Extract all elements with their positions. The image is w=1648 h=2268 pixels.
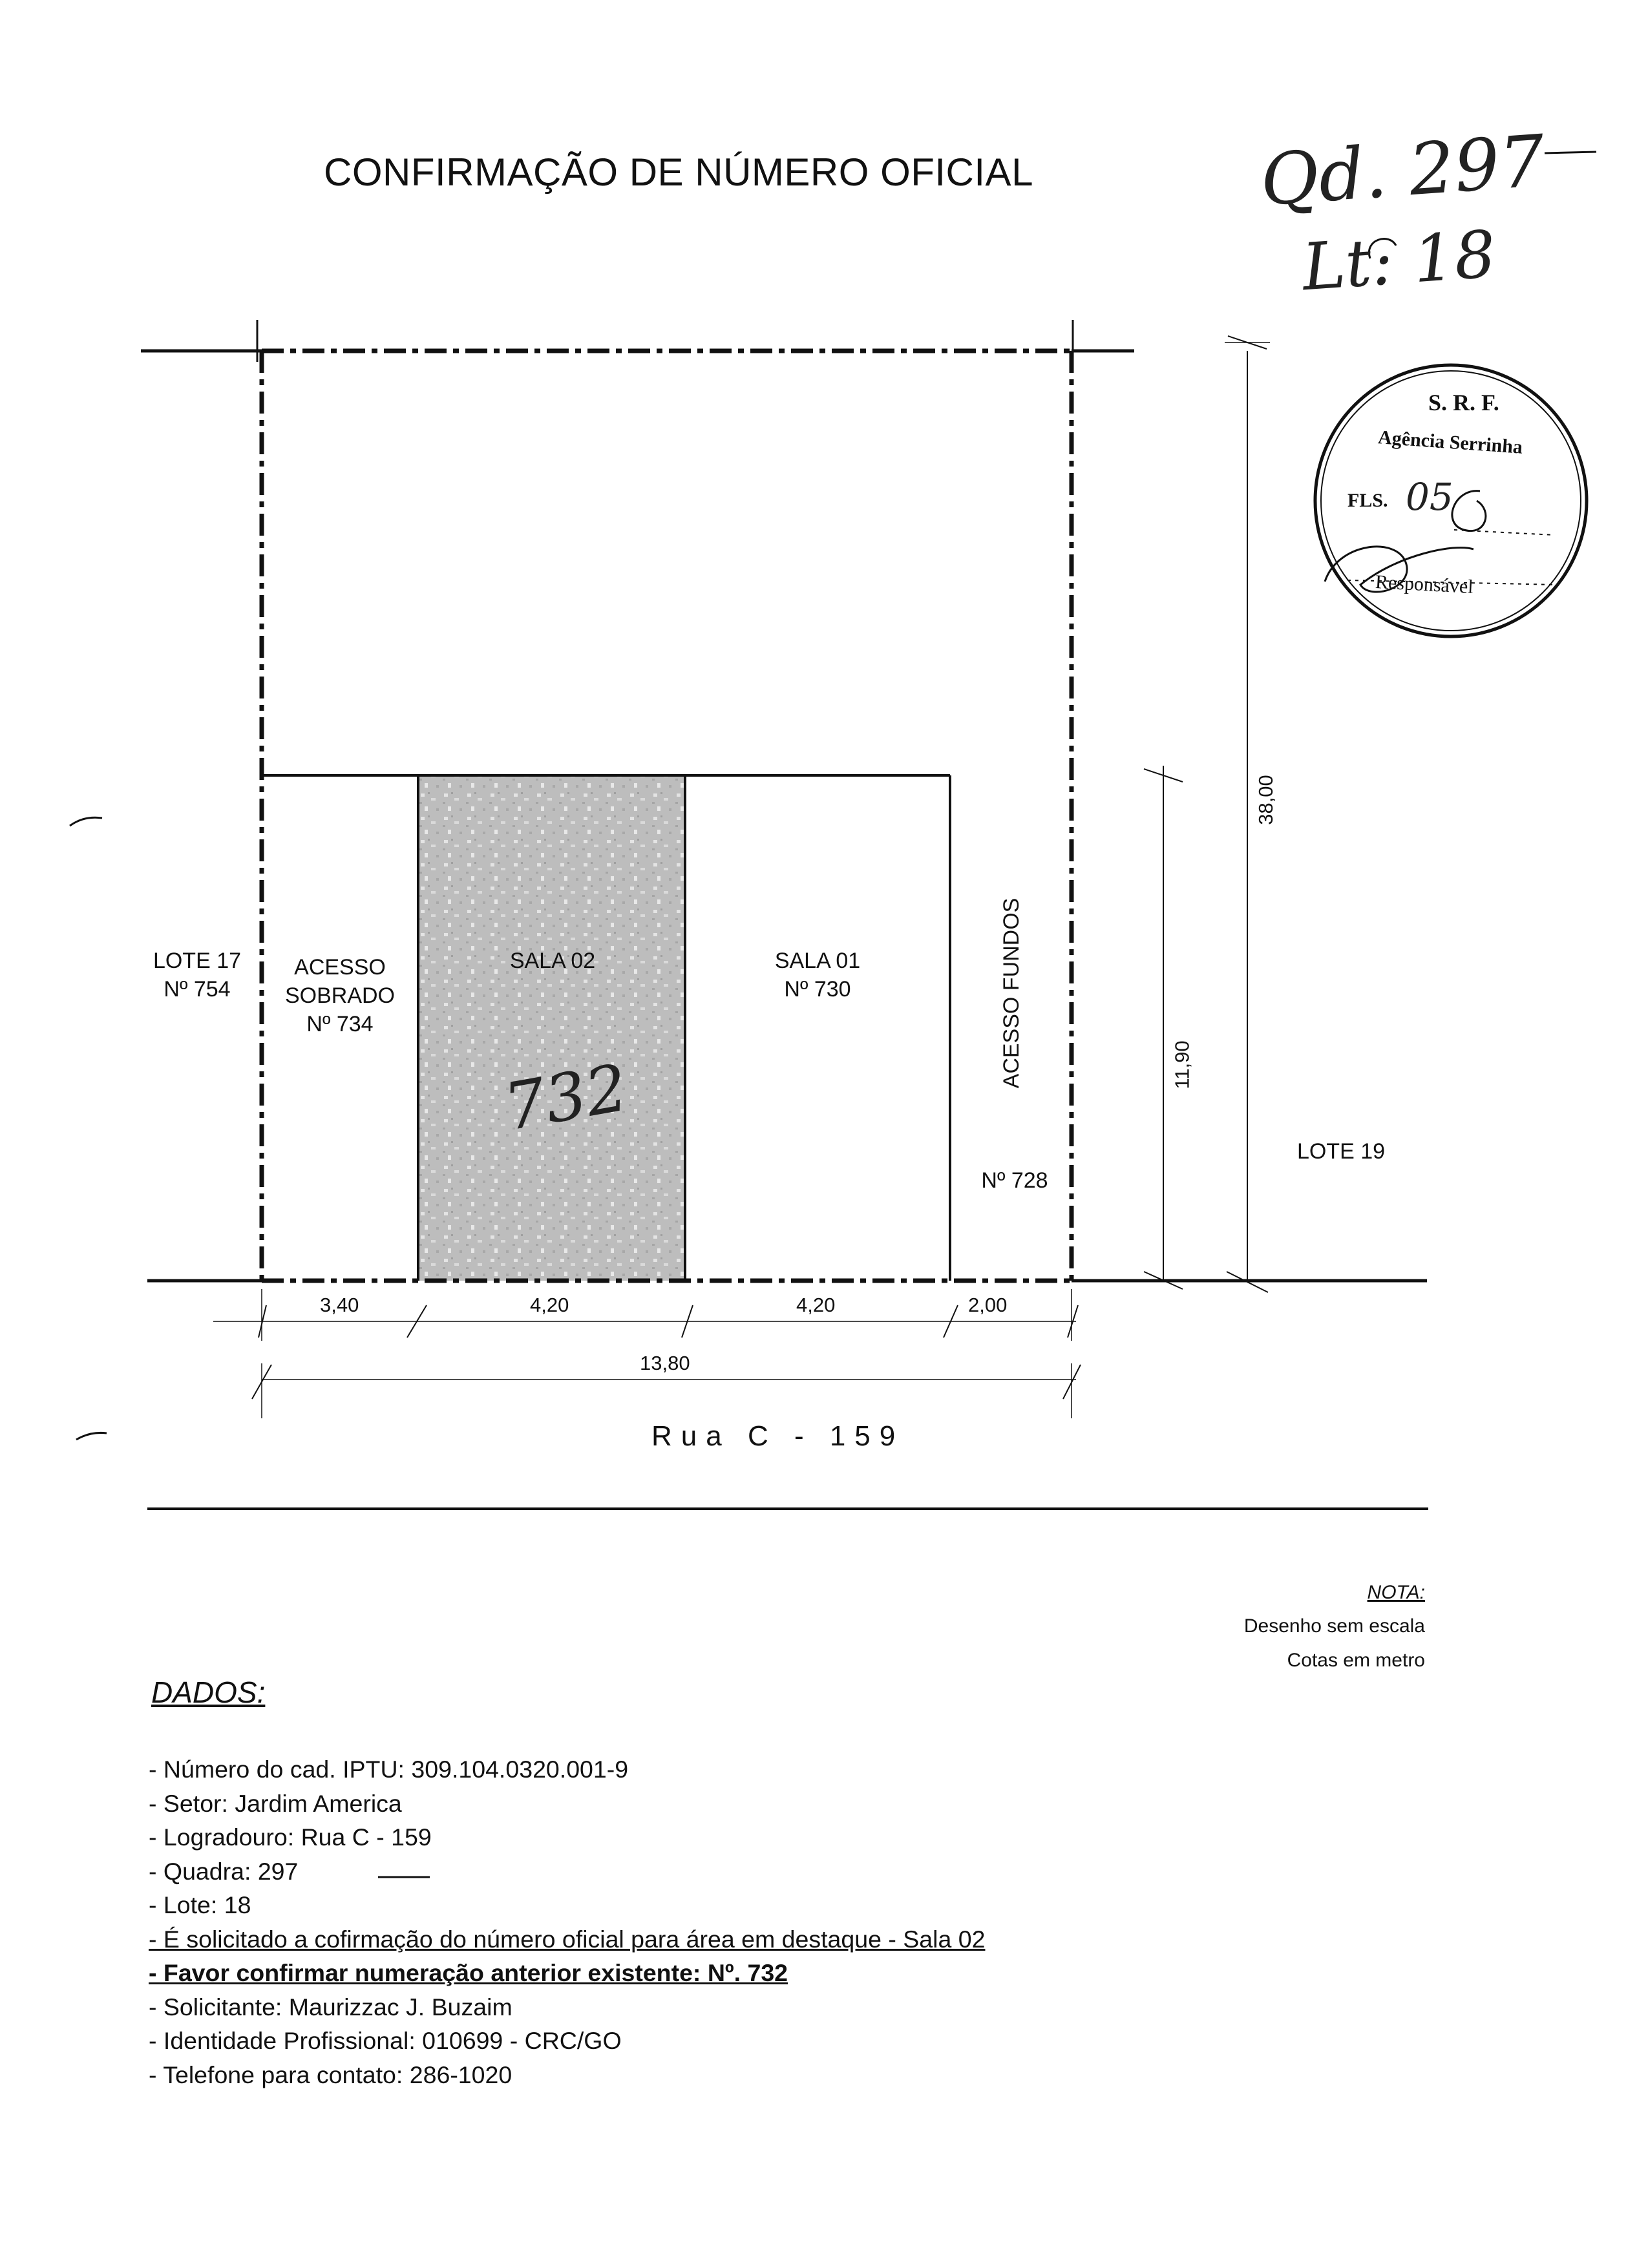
list-item: - Lote: 18 (149, 1891, 251, 1918)
dim-front-3: 4,20 (796, 1294, 836, 1316)
nota-line2: Cotas em metro (1287, 1650, 1425, 1671)
acesso-sobrado-label: ACESSO SOBRADO Nº 734 (284, 955, 396, 1036)
n728-label: Nº 728 (981, 1168, 1048, 1193)
dim-width-total: 13,80 (640, 1352, 690, 1374)
list-item: - Logradouro: Rua C - 159 (149, 1823, 432, 1851)
dim-front-4: 2,00 (968, 1294, 1008, 1316)
stamp-responsavel: Responsável (1375, 571, 1474, 598)
nota-heading: NOTA: (1367, 1582, 1425, 1603)
dim-front-1: 3,40 (320, 1294, 359, 1316)
street-name: Rua C - 159 (651, 1420, 905, 1452)
handwritten-sala02-number: 732 (498, 1049, 633, 1146)
list-item: - Telefone para contato: 286-1020 (149, 2061, 512, 2088)
lote19-label: LOTE 19 (1296, 1139, 1386, 1164)
dim-depth-front: 11,90 (1170, 1040, 1194, 1089)
acesso-fundos-label: ACESSO FUNDOS (999, 898, 1024, 1089)
handwritten-lote-note: Lt: 18 (1300, 216, 1499, 306)
list-item: - Setor: Jardim America (149, 1789, 402, 1817)
nota-line1: Desenho sem escala (1243, 1615, 1425, 1637)
dados-list (149, 1752, 985, 2092)
stamp-agency-name: Agência Serrinha (1377, 426, 1524, 458)
page-title: CONFIRMAÇÃO DE NÚMERO OFICIAL (324, 151, 1033, 194)
dados-heading: DADOS: (151, 1675, 266, 1709)
lote17-label: LOTE 17 Nº 754 (153, 949, 242, 1002)
list-item: - Identidade Profissional: 010699 - CRC/GO (149, 2027, 622, 2054)
list-item: - Solicitante: Maurizzac J. Buzaim (149, 1993, 512, 2021)
list-item: - Número do cad. IPTU: 309.104.0320.001-9 (149, 1756, 629, 1783)
sala01-label: SALA 01 Nº 730 (774, 949, 861, 1002)
dim-depth-total: 38,00 (1254, 775, 1277, 825)
stamp-fls-label: FLS. (1347, 490, 1388, 511)
stamp-fls-value: 05 (1406, 475, 1453, 519)
sala02-highlight (418, 775, 685, 1281)
list-item-request: - É solicitado a cofirmação do número oficial para área em destaque - Sala 02 (149, 1925, 986, 1953)
sala02-label: SALA 02 (509, 949, 596, 973)
list-item-confirm: - Favor confirmar numeração anterior existente: Nº. 732 (149, 1959, 788, 1986)
stamp-agency-code: S. R. F. (1428, 390, 1499, 415)
handwritten-quadra-note: Qd. 297 (1258, 119, 1548, 222)
list-item: - Quadra: 297 (149, 1857, 299, 1885)
dim-front-2: 4,20 (530, 1294, 569, 1316)
